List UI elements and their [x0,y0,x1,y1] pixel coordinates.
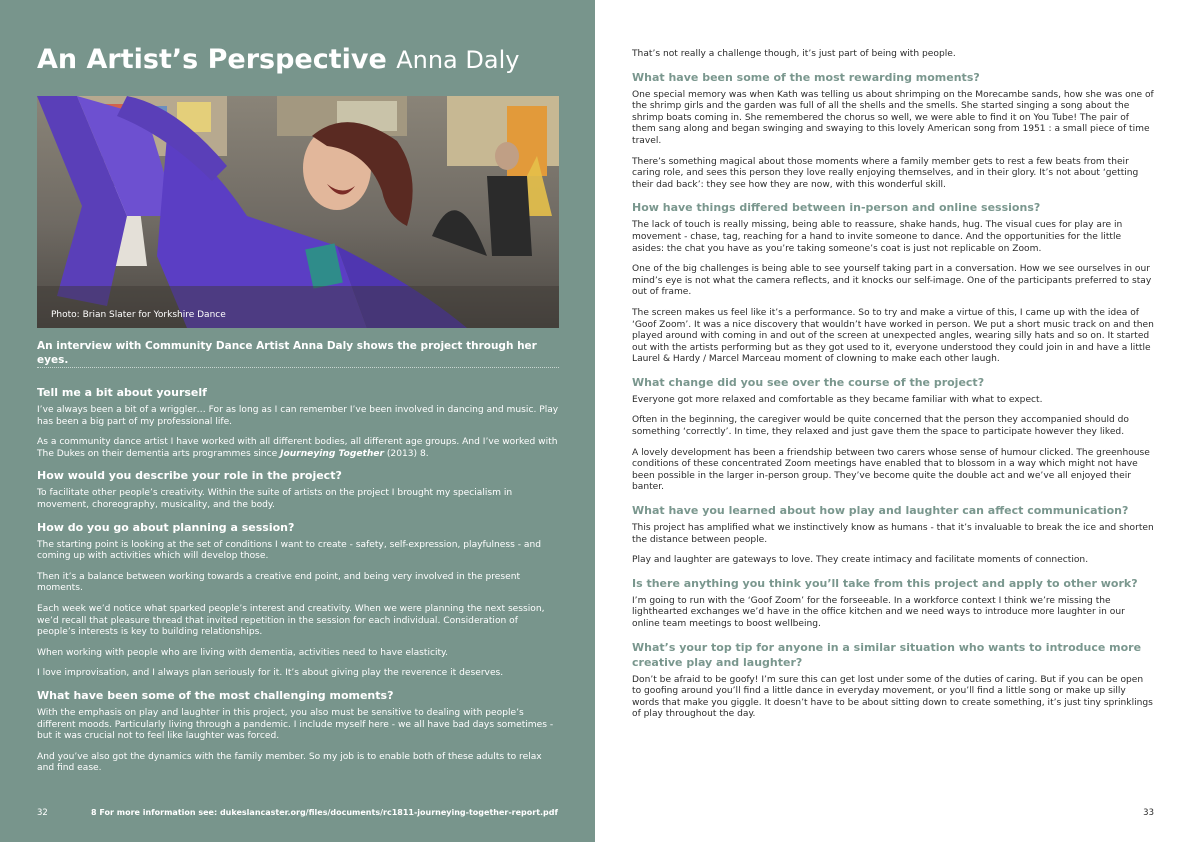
divider [37,367,559,368]
section-heading: How do you go about planning a session? [37,520,295,534]
journeying-together-title: Journeying Together [280,448,384,459]
page-title: An Artist’s Perspective Anna Daly [37,44,520,75]
section-heading: How would you describe your role in the project? [37,469,342,483]
section-heading: What change did you see over the course of the project? [632,375,985,389]
paragraph: Don’t be afraid to be goofy! I’m sure this can get lost under some of the duties of caring. But if you can be open to goofing around you’ll find a little dance in everyday movement, or you’ll find a little song or make up silly words that make you giggle. It doesn’t have to be about sitting down to create something, it’s just tiny sprinklings of play throughout the day. [632,674,1153,720]
intro-text: An interview with Community Dance Artist Anna Daly shows the project through her eyes. [37,340,537,366]
paragraph: A lovely development has been a friendship between two carers whose sense of humour clicked. The greenhouse conditions of these concentrated Zoom meetings have enabled that to blossom in a way which might not have been possible in the larger in-person group. They’ve become quite the double act and we’ve all enjoyed their banter. [632,447,1150,493]
paragraph: As a community dance artist I have worked with all different bodies, all different age groups. And I’ve worked with The Dukes on their dementia arts programmes since Journeying Together (2013) 8. [37,437,558,459]
page-number-right: 33 [1143,808,1154,818]
paragraph: Each week we’d notice what sparked people’s interest and creativity. When we were planning the next session, we’d recall that pleasure thread that invited repetition in the session for each individual. Consideration of people’s interests is key to building relationships. [37,603,545,638]
section-heading: What’s your top tip for anyone in a similar situation who wants to introduce more creative play and laughter? [632,640,1142,669]
paragraph: I’ve always been a bit of a wriggler… For as long as I can remember I’ve been involved in dancing and music. Play has been a big part of my professional life. [37,405,559,427]
footnote: 8 For more information see: dukeslancaster.org/files/documents/rc1811-journeying-together-report.pdf [91,808,558,817]
page-number-left: 32 [37,808,48,818]
photo-illustration [37,96,559,328]
left-page [0,0,595,842]
photo-caption: Photo: Brian Slater for Yorkshire Dance [51,310,226,320]
right-column [632,49,1154,730]
paragraph: I’m going to run with the ‘Goof Zoom’ for the forseeable. In a workforce context I think we’re missing the lighthearted exchanges we’d have in the office kitchen and we need ways to introduce more laughter in our online team meetings to boost wellbeing. [632,595,1125,629]
paragraph: One of the big challenges is being able to see yourself taking part in a conversation. How we see ourselves in our mind’s eye is not what the camera reflects, and it knocks our self-image. One of the participants preferred to stay out of frame. [632,264,1152,298]
left-column [37,386,559,784]
section-heading: What have you learned about how play and laughter can affect communication? [632,504,1129,518]
paragraph: Play and laughter are gateways to love. They create intimacy and facilitate moments of connection. [632,555,1089,566]
lead-paragraph: That’s not really a challenge though, it’s just part of being with people. [632,49,956,59]
section-heading: Is there anything you think you’ll take from this project and apply to other work? [632,576,1138,590]
paragraph: Everyone got more relaxed and comfortable as they became familiar with what to expect. [632,394,1043,405]
paragraph: One special memory was when Kath was telling us about shrimping on the Morecambe sands, how she was one of the shrimp girls and the garden was full of all the shells and the smells. She started singing a song about the shrimp boats coming in. She remembered the chorus so well, we were able to find it on You Tube! The pair of them sang along and began swinging and swaying to this lovely American song from 1951 : a small piece of time travel. [632,89,1154,146]
paragraph: The lack of touch is really missing, being able to reassure, shake hands, hug. The visual cues for play are in movement - chase, tag, reaching for a hand to invite someone to dance. And the opportunities for the little asides: the chat you have as you’re taking someone’s coat is just not replicable on Zoom. [632,220,1123,254]
dancer-photo [37,96,559,328]
paragraph: The starting point is looking at the set of conditions I want to create - safety, self-expression, playfulness - and coming up with activities which will develop those. [37,539,542,562]
right-page [595,0,1191,842]
artist-name: Anna Daly [396,46,520,74]
paragraph: The screen makes us feel like it’s a performance. So to try and make a virtue of this, I came up with the idea of ‘Goof Zoom’. It was a nice discovery that wouldn’t have worked in person. We put a short music track on and then played around with coming in and out of the screen at unexpected angles, wearing silly hats and so on. It started out with the artists performing but as they got used to it, everyone understood they could join in and have a little Laurel & Hardy / Marcel Marceau moment of clowning to make each other laugh. [632,307,1154,365]
section-heading: What have been some of the most challenging moments? [37,688,394,702]
paragraph: Often in the beginning, the caregiver would be quite concerned that the person they accompanied should do something ‘correctly’. In time, they relaxed and just gave them the space to participate however they liked. [632,415,1129,438]
paragraph: Then it’s a balance between working towards a creative end point, and being very involved in the present moments. [37,571,521,594]
paragraph: With the emphasis on play and laughter in this project, you also must be sensitive to dealing with people’s different moods. Particularly living through a pandemic. I include myself here - we all have bad days sometimes - but it was crucial not to feel like laughter was forced. [37,707,554,742]
section-heading: What have been some of the most rewarding moments? [632,70,980,84]
paragraph: When working with people who are living with dementia, activities need to have elasticity. [37,647,449,658]
paragraph: And you’ve also got the dynamics with the family member. So my job is to enable both of these adults to relax and find ease. [37,751,542,774]
section-heading: Tell me a bit about yourself [37,386,207,399]
paragraph: There’s something magical about those moments where a family member gets to rest a few beats from their caring role, and sees this person they love really enjoying themselves, and in their glory. It’s not about ‘getting their dad back’: they see how they are now, with this wonderful skill. [632,156,1139,190]
section-heading: How have things differed between in-person and online sessions? [632,201,1041,215]
paragraph: To facilitate other people’s creativity. Within the suite of artists on the project I brought my specialism in movement, choreography, musicality, and the body. [37,488,513,510]
paragraph: This project has amplified what we instinctively know as humans - that it’s invaluable to break the ice and shorten the distance between people. [632,523,1154,545]
paragraph: I love improvisation, and I always plan seriously for it. It’s about giving play the reverence it deserves. [37,668,504,679]
